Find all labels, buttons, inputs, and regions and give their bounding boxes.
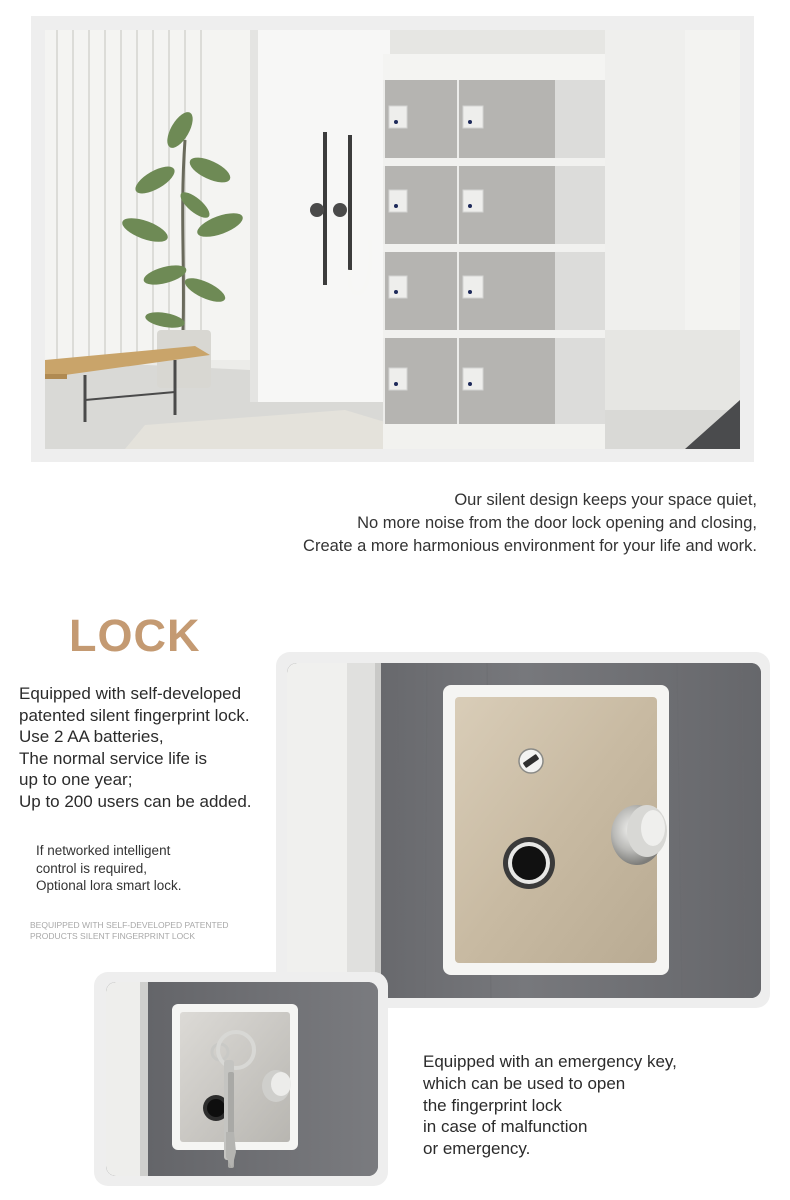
lock-section-title: LOCK [69, 610, 201, 661]
caps-note-line: PRODUCTS SILENT FINGERPRINT LOCK [30, 931, 195, 941]
network-note-line: If networked intelligent [36, 843, 171, 858]
lock-description-line: The normal service life is [19, 748, 208, 768]
network-note-line: control is required, [36, 860, 148, 876]
locker-room-illustration [45, 30, 740, 449]
key-description-line: in case of malfunction [423, 1117, 588, 1137]
key-description-line: Equipped with an emergency key, [423, 1052, 677, 1071]
key-description-line: the fingerprint lock [423, 1095, 562, 1115]
lock-description-line: Equipped with self-developed [19, 684, 242, 703]
intro-line-2: No more noise from the door lock opening and closing, [357, 514, 757, 532]
caps-note [30, 920, 229, 942]
lock-description-line: up to one year; [19, 770, 133, 790]
hero-frame [31, 16, 754, 462]
key-description-line: which can be used to open [423, 1073, 626, 1093]
lock-description-line: Use 2 AA batteries, [19, 727, 164, 747]
key-photo-frame [94, 972, 388, 1186]
key-description-line: or emergency. [423, 1139, 531, 1159]
network-note-line: Optional lora smart lock. [36, 878, 182, 893]
intro-text [197, 489, 757, 558]
lock-photo-frame [276, 652, 770, 1008]
lock-description-line: Up to 200 users can be added. [19, 791, 252, 811]
key-photo [106, 982, 378, 1176]
lock-description-line: patented silent fingerprint lock. [19, 705, 250, 725]
hero-photo [45, 30, 740, 449]
fingerprint-lock-illustration [287, 663, 761, 998]
emergency-key-illustration [106, 982, 378, 1176]
intro-line-3: Create a more harmonious environment for your life and work. [303, 537, 757, 555]
lock-photo [287, 663, 761, 998]
emergency-key-description [423, 1051, 677, 1160]
caps-note-line: BEQUIPPED WITH SELF-DEVELOPED PATENTED [30, 920, 229, 930]
lock-description [19, 683, 289, 813]
network-note [36, 842, 182, 895]
intro-line-1: Our silent design keeps your space quiet, [454, 491, 757, 509]
